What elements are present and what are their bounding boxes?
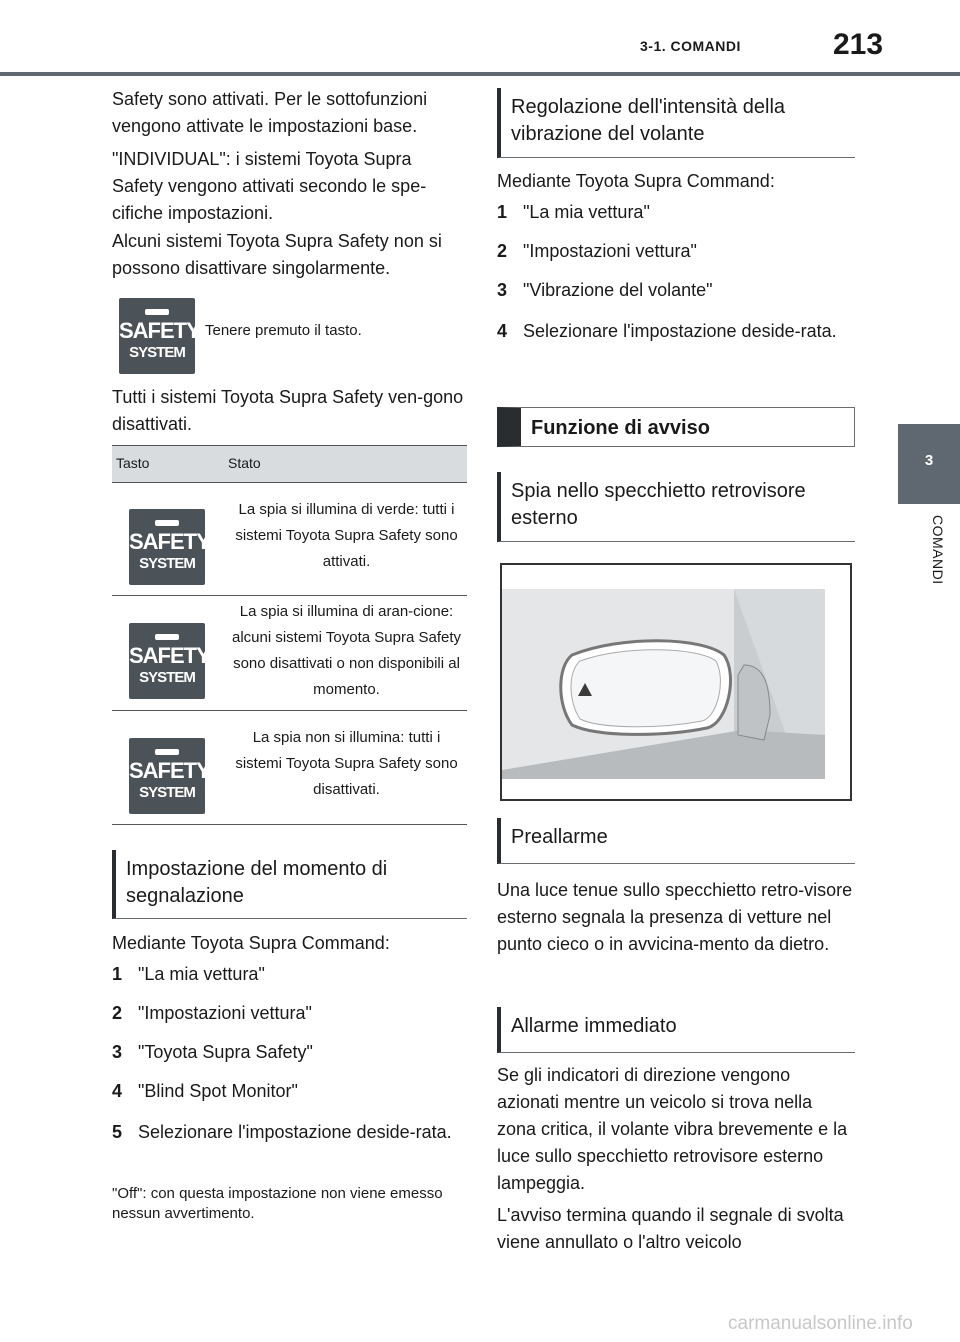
list-item: 4 "Blind Spot Monitor" <box>112 1081 298 1101</box>
col-key-header: Tasto <box>116 455 150 471</box>
section-title: 3-1. COMANDI <box>640 38 741 54</box>
press-hint: Tenere premuto il tasto. <box>205 322 362 339</box>
immediate-text-1: Se gli indicatori di direzione vengono azionati mentre un veicolo si trova nella zona critica, il volante vibra brevemente e la luce sullo specchietto retrovisore esterno lampeggia. <box>497 1065 848 1193</box>
header-rule <box>0 72 960 76</box>
system-label: SYSTEM <box>139 669 195 686</box>
heading-warning-function: Funzione di avviso <box>497 407 855 447</box>
safety-label: SAFETY <box>119 318 200 343</box>
chapter-label: COMANDI <box>930 515 946 585</box>
safety-system-button-icon <box>119 298 200 374</box>
col-state-header: Stato <box>228 455 261 471</box>
safety-label: SAFETY <box>129 758 210 783</box>
heading-warning-timing: Impostazione del momento di segnalazione <box>112 850 467 919</box>
heading-vibration: Regolazione dell'intensità della vibrazione del volante <box>497 88 855 158</box>
page-number: 213 <box>833 28 884 61</box>
list-item: 1 "La mia vettura" <box>112 964 265 984</box>
list-item: 2 "Impostazioni vettura" <box>497 241 697 261</box>
state-green-text: La spia si illumina di verde: tutti i sistemi Toyota Supra Safety sono attivati. <box>235 501 458 570</box>
table-header <box>112 445 467 483</box>
list-item: 4 Selezionare l'impostazione deside-rata. <box>497 321 837 341</box>
off-note: "Off": con questa impostazione non viene emesso nessun avvertimento. <box>112 1185 443 1222</box>
chapter-number: 3 <box>924 452 934 469</box>
state-off-text: La spia non si illumina: tutti i sistemi Toyota Supra Safety sono disattivati. <box>235 729 458 798</box>
steps-list-timing <box>112 961 467 1148</box>
command-intro-2: Mediante Toyota Supra Command: <box>497 171 775 191</box>
list-item: 5 Selezionare l'impostazione deside-rata. <box>112 1122 452 1142</box>
after-press-text: Tutti i sistemi Toyota Supra Safety ven-gono disattivati. <box>112 387 464 434</box>
safety-label: SAFETY <box>129 529 210 554</box>
intro-para-2: "INDIVIDUAL": i sistemi Toyota Supra Safety vengono attivati secondo le spe-cifiche impostazioni. <box>112 149 427 223</box>
system-label: SYSTEM <box>139 555 195 572</box>
immediate-text-2: L'avviso termina quando il segnale di svolta viene annullato o l'altro veicolo <box>497 1205 844 1252</box>
safety-icon-orange <box>129 623 210 699</box>
safety-icon-green <box>129 509 210 585</box>
command-intro: Mediante Toyota Supra Command: <box>112 933 390 953</box>
heading-mirror-light: Spia nello specchietto retrovisore esterno <box>497 472 855 542</box>
list-item: 1 "La mia vettura" <box>497 202 650 222</box>
system-label: SYSTEM <box>139 784 195 801</box>
heading-immediate-alarm: Allarme immediato <box>497 1007 855 1053</box>
safety-label: SAFETY <box>129 643 210 668</box>
steps-list-vibration <box>497 199 855 347</box>
table-divider <box>112 710 467 711</box>
safety-icon-off <box>129 738 210 814</box>
list-item: 2 "Impostazioni vettura" <box>112 1003 312 1023</box>
prealarm-text: Una luce tenue sullo specchietto retro-visore esterno segnala la presenza di vetture nel punto cieco o in avvicina-mento da dietro. <box>497 880 853 954</box>
side-mirror-drawing <box>502 565 850 799</box>
list-item: 3 "Toyota Supra Safety" <box>112 1042 313 1062</box>
table-bottom-rule <box>112 824 467 825</box>
mirror-illustration <box>500 563 852 801</box>
watermark: carmanualsonline.info <box>728 1313 913 1334</box>
heading-prealarm: Preallarme <box>497 818 855 864</box>
intro-para-3: Alcuni sistemi Toyota Supra Safety non si possono disattivare singolarmente. <box>112 231 442 278</box>
system-label: SYSTEM <box>129 344 185 361</box>
state-orange-text: La spia si illumina di aran-cione: alcuni sistemi Toyota Supra Safety sono disattivati o non disponibili al momento. <box>231 603 461 698</box>
intro-para-1: Safety sono attivati. Per le sottofunzioni vengono attivate le impostazioni base. <box>112 89 428 136</box>
list-item: 3 "Vibrazione del volante" <box>497 280 713 300</box>
table-divider <box>112 595 467 596</box>
